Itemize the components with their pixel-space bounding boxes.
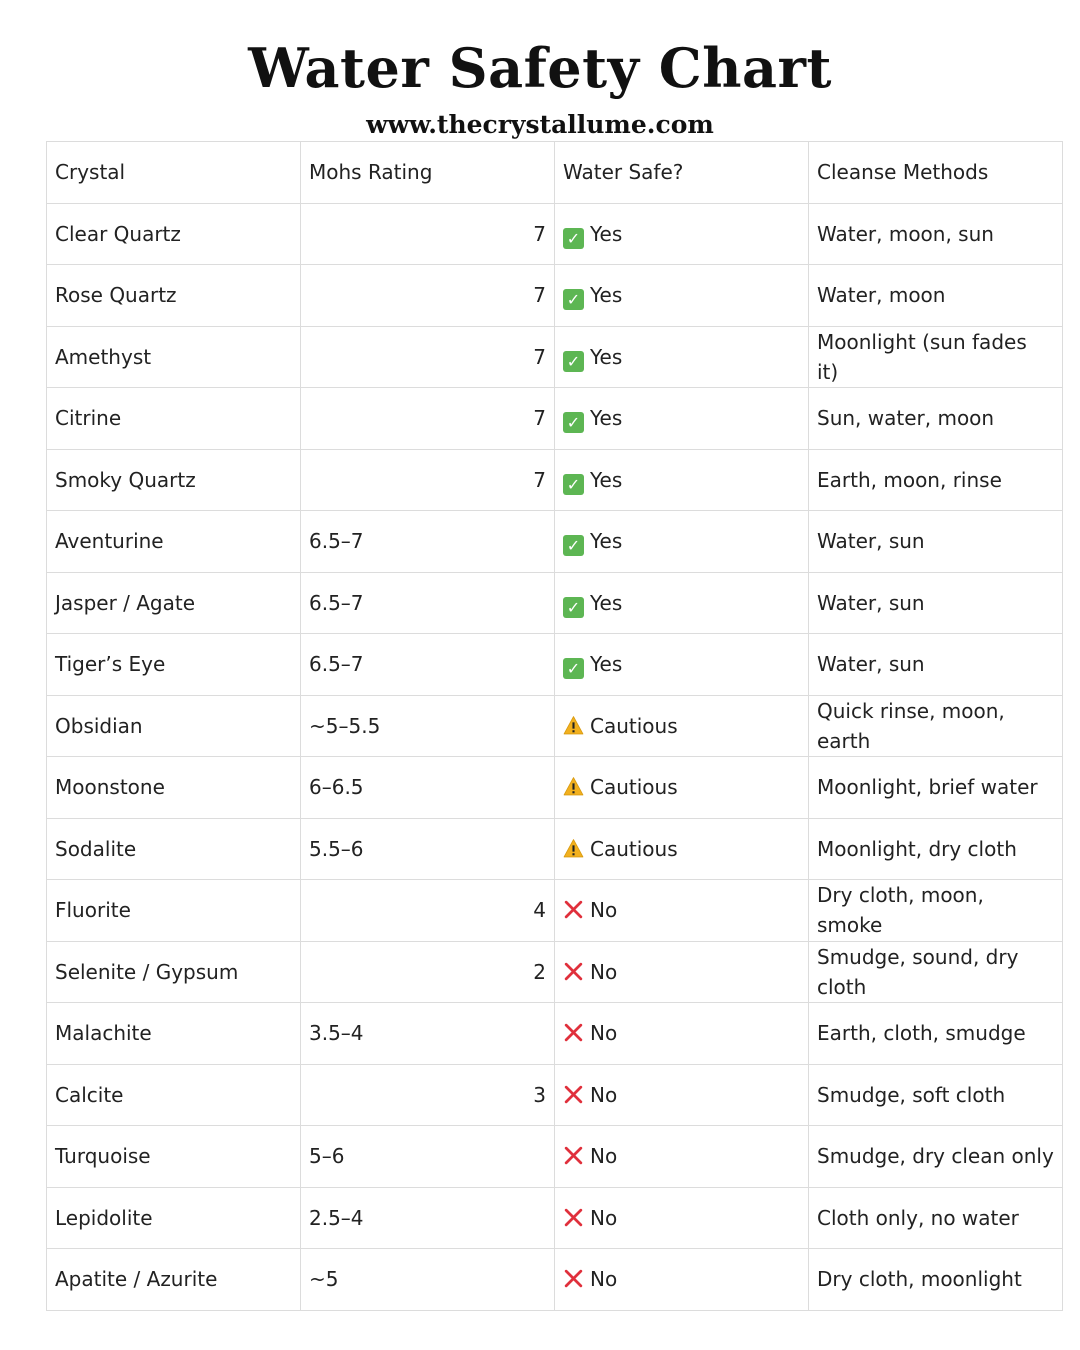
crystal-name: Fluorite — [47, 880, 301, 942]
crystal-name: Selenite / Gypsum — [47, 941, 301, 1003]
crystal-name: Citrine — [47, 388, 301, 450]
cleanse-methods: Water, moon — [809, 265, 1063, 327]
water-safe-cell — [555, 511, 809, 573]
table-header-row — [47, 142, 1063, 204]
mohs-rating: 5–6 — [301, 1126, 555, 1188]
water-safe-label: Cautious — [590, 775, 678, 800]
cleanse-methods: Water, sun — [809, 572, 1063, 634]
water-safe-label: No — [590, 1144, 618, 1169]
mohs-rating: 5.5–6 — [301, 818, 555, 880]
warning-icon — [563, 715, 584, 736]
mohs-rating: 2.5–4 — [301, 1187, 555, 1249]
water-safe-label: No — [590, 1021, 618, 1046]
mohs-rating: 4 — [301, 880, 555, 942]
cleanse-methods: Smudge, dry clean only — [809, 1126, 1063, 1188]
crystal-name: Clear Quartz — [47, 203, 301, 265]
water-safe-label: Yes — [590, 283, 623, 308]
crystal-name: Amethyst — [47, 326, 301, 388]
water-safe-cell — [555, 1003, 809, 1065]
page-title: Water Safety Chart — [248, 36, 832, 100]
water-safe-cell — [555, 1249, 809, 1311]
water-safe-cell — [555, 572, 809, 634]
column-header-water-safe: Water Safe? — [555, 142, 809, 204]
cleanse-methods: Smudge, sound, dry cloth — [809, 941, 1063, 1003]
cleanse-methods: Dry cloth, moon, smoke — [809, 880, 1063, 942]
cross-icon — [563, 1145, 584, 1166]
crystal-name: Rose Quartz — [47, 265, 301, 327]
crystal-name: Lepidolite — [47, 1187, 301, 1249]
table-row — [47, 572, 1063, 634]
water-safe-label: No — [590, 1267, 618, 1292]
checkmark-icon: ✓ — [563, 412, 584, 433]
mohs-rating: 6.5–7 — [301, 511, 555, 573]
water-safety-table — [46, 141, 1063, 1311]
column-header-mohs-rating: Mohs Rating — [301, 142, 555, 204]
mohs-rating: 3.5–4 — [301, 1003, 555, 1065]
water-safe-label: No — [590, 1205, 618, 1230]
cleanse-methods: Sun, water, moon — [809, 388, 1063, 450]
water-safe-label: No — [590, 898, 618, 923]
checkmark-icon: ✓ — [563, 658, 584, 679]
water-safe-cell — [555, 634, 809, 696]
cleanse-methods: Dry cloth, moonlight — [809, 1249, 1063, 1311]
crystal-name: Calcite — [47, 1064, 301, 1126]
water-safe-cell — [555, 265, 809, 327]
cross-icon — [563, 1207, 584, 1228]
mohs-rating: 6.5–7 — [301, 572, 555, 634]
table-row — [47, 388, 1063, 450]
table-row — [47, 326, 1063, 388]
crystal-name: Malachite — [47, 1003, 301, 1065]
mohs-rating: 3 — [301, 1064, 555, 1126]
crystal-name: Aventurine — [47, 511, 301, 573]
mohs-rating: 6–6.5 — [301, 757, 555, 819]
table-row — [47, 1187, 1063, 1249]
table-row — [47, 511, 1063, 573]
cleanse-methods: Moonlight (sun fades it) — [809, 326, 1063, 388]
water-safe-label: Yes — [590, 529, 623, 554]
water-safe-label: No — [590, 1082, 618, 1107]
water-safe-cell — [555, 695, 809, 757]
cleanse-methods: Water, moon, sun — [809, 203, 1063, 265]
checkmark-icon: ✓ — [563, 228, 584, 249]
mohs-rating: ~5–5.5 — [301, 695, 555, 757]
table-row — [47, 265, 1063, 327]
cleanse-methods: Water, sun — [809, 511, 1063, 573]
water-safe-label: Yes — [590, 221, 623, 246]
cross-icon — [563, 961, 584, 982]
mohs-rating: 7 — [301, 388, 555, 450]
cross-icon — [563, 1084, 584, 1105]
water-safe-cell — [555, 818, 809, 880]
cleanse-methods: Earth, cloth, smudge — [809, 1003, 1063, 1065]
column-header-cleanse-methods: Cleanse Methods — [809, 142, 1063, 204]
crystal-name: Smoky Quartz — [47, 449, 301, 511]
checkmark-icon: ✓ — [563, 597, 584, 618]
crystal-name: Moonstone — [47, 757, 301, 819]
water-safe-label: Yes — [590, 406, 623, 431]
table-row — [47, 757, 1063, 819]
table-row — [47, 1126, 1063, 1188]
table-row — [47, 634, 1063, 696]
water-safe-cell — [555, 880, 809, 942]
mohs-rating: 7 — [301, 326, 555, 388]
water-safe-cell — [555, 449, 809, 511]
crystal-name: Sodalite — [47, 818, 301, 880]
crystal-name: Tiger’s Eye — [47, 634, 301, 696]
cleanse-methods: Smudge, soft cloth — [809, 1064, 1063, 1126]
website-url: www.thecrystallume.com — [366, 110, 714, 139]
mohs-rating: 7 — [301, 449, 555, 511]
cleanse-methods: Water, sun — [809, 634, 1063, 696]
table-row — [47, 941, 1063, 1003]
table-row — [47, 449, 1063, 511]
cross-icon — [563, 899, 584, 920]
checkmark-icon: ✓ — [563, 351, 584, 372]
water-safe-label: Yes — [590, 467, 623, 492]
water-safe-label: Yes — [590, 590, 623, 615]
crystal-name: Turquoise — [47, 1126, 301, 1188]
water-safe-cell — [555, 941, 809, 1003]
water-safe-cell — [555, 1064, 809, 1126]
cleanse-methods: Cloth only, no water — [809, 1187, 1063, 1249]
water-safe-label: Cautious — [590, 713, 678, 738]
water-safe-cell — [555, 326, 809, 388]
crystal-name: Jasper / Agate — [47, 572, 301, 634]
table-row — [47, 1003, 1063, 1065]
checkmark-icon: ✓ — [563, 474, 584, 495]
table-row — [47, 695, 1063, 757]
checkmark-icon: ✓ — [563, 535, 584, 556]
cleanse-methods: Moonlight, dry cloth — [809, 818, 1063, 880]
table-row — [47, 818, 1063, 880]
cleanse-methods: Earth, moon, rinse — [809, 449, 1063, 511]
water-safe-cell — [555, 757, 809, 819]
cross-icon — [563, 1268, 584, 1289]
mohs-rating: 6.5–7 — [301, 634, 555, 696]
cleanse-methods: Quick rinse, moon, earth — [809, 695, 1063, 757]
column-header-crystal: Crystal — [47, 142, 301, 204]
warning-icon — [563, 838, 584, 859]
water-safe-label: Yes — [590, 652, 623, 677]
warning-icon — [563, 776, 584, 797]
water-safe-label: No — [590, 959, 618, 984]
table-row — [47, 1064, 1063, 1126]
water-safe-label: Cautious — [590, 836, 678, 861]
mohs-rating: 2 — [301, 941, 555, 1003]
table-row — [47, 1249, 1063, 1311]
table-row — [47, 880, 1063, 942]
checkmark-icon: ✓ — [563, 289, 584, 310]
mohs-rating: 7 — [301, 203, 555, 265]
water-safe-label: Yes — [590, 344, 623, 369]
water-safe-cell — [555, 388, 809, 450]
water-safe-cell — [555, 1187, 809, 1249]
crystal-name: Obsidian — [47, 695, 301, 757]
water-safe-cell — [555, 1126, 809, 1188]
cross-icon — [563, 1022, 584, 1043]
water-safe-cell — [555, 203, 809, 265]
table-row — [47, 203, 1063, 265]
cleanse-methods: Moonlight, brief water — [809, 757, 1063, 819]
mohs-rating: ~5 — [301, 1249, 555, 1311]
crystal-name: Apatite / Azurite — [47, 1249, 301, 1311]
mohs-rating: 7 — [301, 265, 555, 327]
